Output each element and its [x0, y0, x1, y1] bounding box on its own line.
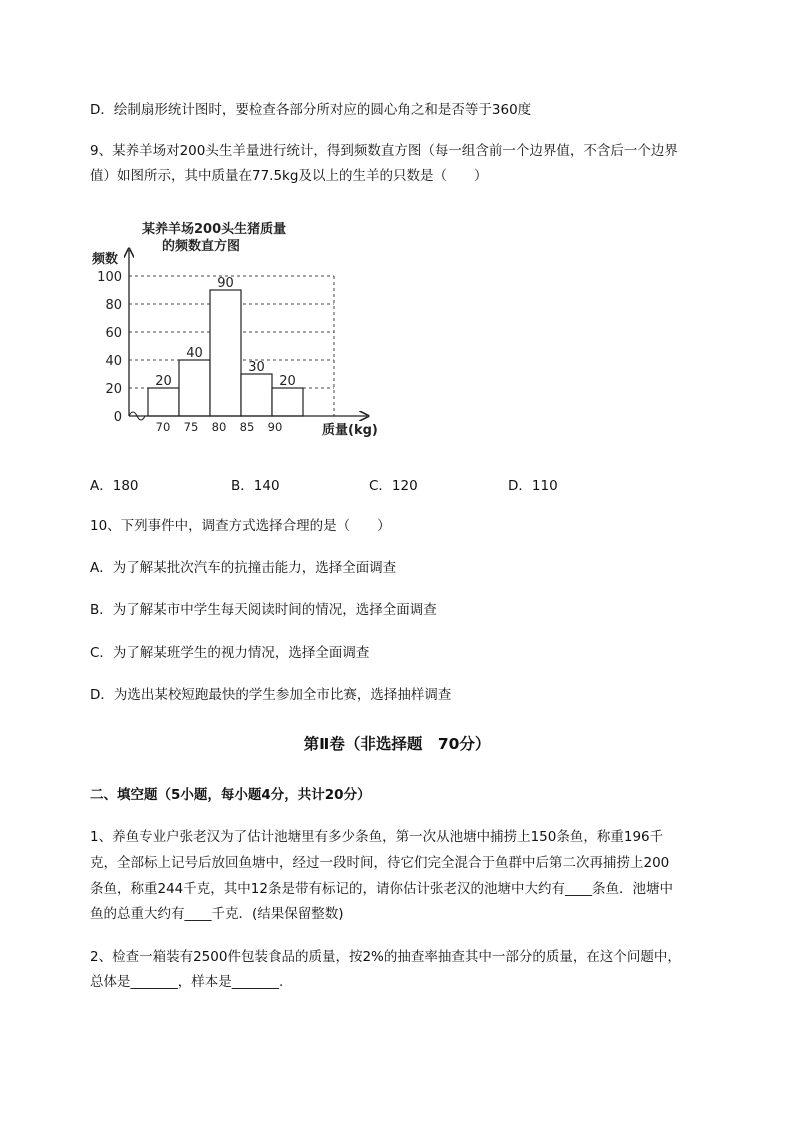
histogram-bar — [241, 374, 272, 416]
x-tick-label: 70 — [155, 420, 171, 434]
x-tick-labels — [156, 420, 283, 434]
q10-option-a: A．为了解某批次汽车的抗撞击能力，选择全面调查 — [90, 560, 397, 576]
y-tick-label: 80 — [105, 298, 122, 313]
q9-option-a: A．180 — [90, 478, 139, 494]
q10-text: 10、下列事件中，调查方式选择合理的是（ ） — [90, 518, 391, 534]
histogram-bar — [148, 388, 179, 416]
fill-q1-line3: 条鱼，称重244千克，其中12条是带有标记的，请你估计张老汉的池塘中大约有____条鱼．池塘中 — [90, 881, 673, 897]
chart-subtitle: 的频数直方图 — [162, 239, 241, 254]
q9-text-line2: 值）如图所示，其中质量在77.5kg及以上的生羊的只数是（ ） — [90, 168, 488, 184]
fill-q2-line1: 2、检查一箱装有2500件包装食品的质量，按2%的抽查率抽查其中一部分的质量，在这个问题中， — [90, 949, 681, 965]
y-tick-labels — [97, 270, 122, 425]
fill-q1-line1: 1、养鱼专业户张老汉为了估计池塘里有多少条鱼，第一次从池塘中捕捞上150条鱼，称重196千 — [90, 829, 664, 845]
x-axis-label: 质量(kg) — [322, 423, 378, 438]
histogram-bar — [179, 360, 210, 416]
q9-option-d: D．110 — [508, 478, 558, 494]
fill-q1-line2: 克，全部标上记号后放回鱼塘中，经过一段时间，待它们完全混合于鱼群中后第二次再捕捞上200 — [90, 855, 670, 871]
y-tick-label: 0 — [113, 410, 122, 425]
chart-title: 某养羊场200头生猪质量 — [142, 222, 287, 237]
x-tick-label: 80 — [211, 420, 227, 434]
y-axis-label: 频数 — [92, 252, 119, 267]
y-tick-label: 100 — [97, 270, 122, 285]
q9-option-c: C．120 — [369, 478, 418, 494]
bar-value-label: 30 — [248, 360, 265, 375]
histogram-chart — [92, 212, 392, 442]
q10-option-d: D．为选出某校短跑最快的学生参加全市比赛，选择抽样调查 — [90, 687, 452, 703]
part-two-heading: 第Ⅱ卷（非选择题 70分） — [303, 735, 491, 753]
q9-text-line1: 9、某养羊场对200头生羊量进行统计，得到频数直方图（每一组含前一个边界值，不含后一个边界 — [90, 143, 678, 159]
histogram-bar — [210, 290, 241, 416]
bar-value-label: 20 — [279, 374, 296, 389]
y-tick-label: 40 — [105, 354, 122, 369]
q10-option-c: C．为了解某班学生的视力情况，选择全面调查 — [90, 645, 370, 661]
bars-group — [148, 290, 303, 416]
q9-option-b: B．140 — [231, 478, 280, 494]
bar-value-label: 20 — [155, 374, 172, 389]
y-tick-label: 60 — [105, 326, 122, 341]
x-tick-label: 75 — [183, 420, 199, 434]
q8-option-d: D．绘制扇形统计图时，要检查各部分所对应的圆心角之和是否等于360度 — [90, 102, 532, 118]
x-tick-label: 90 — [267, 420, 283, 434]
q10-option-b: B．为了解某市中学生每天阅读时间的情况，选择全面调查 — [90, 602, 437, 618]
histogram-bar — [272, 388, 303, 416]
x-tick-label: 85 — [239, 420, 255, 434]
fill-q2-line2: 总体是_______，样本是_______. — [90, 974, 284, 990]
bar-value-label: 40 — [186, 346, 203, 361]
section-two-heading: 二、填空题（5小题，每小题4分，共计20分） — [90, 787, 371, 803]
y-tick-label: 20 — [105, 382, 122, 397]
bar-value-label: 90 — [217, 276, 234, 291]
fill-q1-line4: 鱼的总重大约有____千克．(结果保留整数) — [90, 906, 344, 922]
